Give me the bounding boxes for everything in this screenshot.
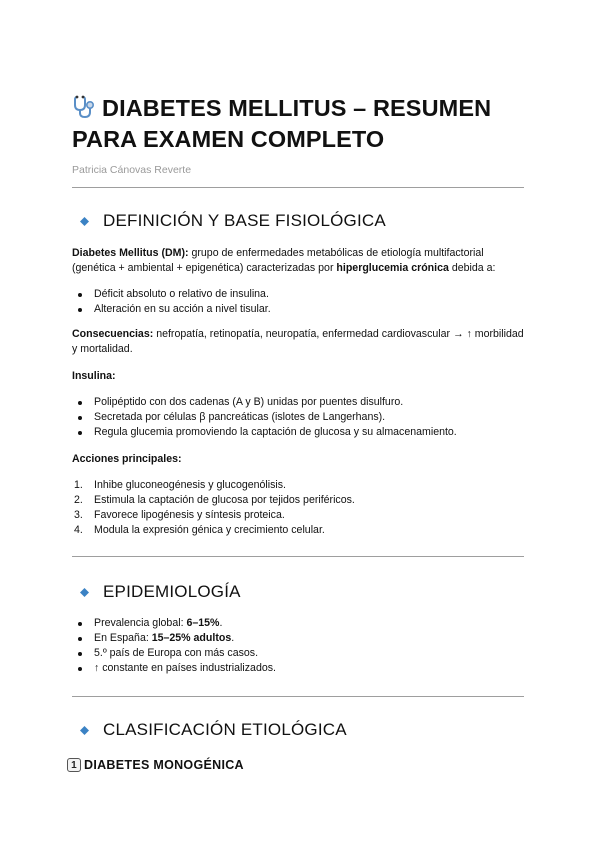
list-item: 2. Estimula la captación de glucosa por tejidos periféricos.	[74, 494, 355, 506]
list-item: Polipéptido con dos cadenas (A y B) unidas por puentes disulfuro.	[72, 395, 457, 410]
stethoscope-icon	[72, 95, 98, 119]
list-item: Secretada por células β pancreáticas (islotes de Langerhans).	[72, 410, 457, 425]
list-item: En España: 15–25% adultos.	[72, 631, 276, 646]
causes-list	[72, 287, 271, 317]
epidemiology-list	[72, 616, 276, 676]
insulin-list	[72, 395, 457, 440]
section-heading-definicion: DEFINICIÓN Y BASE FISIOLÓGICA	[72, 211, 386, 231]
document-title: DIABETES MELLITUS – RESUMEN PARA EXAMEN COMPLETO	[72, 95, 492, 152]
keycap-one-icon: 1	[67, 758, 81, 772]
divider	[72, 696, 524, 697]
list-item: Regula glucemia promoviendo la captación de glucosa y su almacenamiento.	[72, 425, 457, 440]
diamond-icon	[80, 217, 89, 226]
divider	[72, 187, 524, 188]
list-item: Prevalencia global: 6–15%.	[72, 616, 276, 631]
list-item: Déficit absoluto o relativo de insulina.	[72, 287, 271, 302]
insulin-label: Insulina:	[72, 370, 116, 382]
list-item: 4. Modula la expresión génica y crecimiento celular.	[74, 524, 325, 536]
list-item: 3. Favorece lipogénesis y síntesis proteica.	[74, 509, 285, 521]
actions-list	[72, 478, 355, 538]
diamond-icon	[80, 726, 89, 735]
list-item: 5.º país de Europa con más casos.	[72, 646, 276, 661]
list-item: Alteración en su acción a nivel tisular.	[72, 302, 271, 317]
actions-label: Acciones principales:	[72, 453, 182, 465]
author-name: Patricia Cánovas Reverte	[72, 164, 192, 176]
diamond-icon	[80, 588, 89, 597]
consequences-paragraph: Consecuencias: nefropatía, retinopatía, neuropatía, enfermedad cardiovascular → ↑ morbilidad y mortalidad.	[72, 328, 524, 355]
section-heading-epidemiologia: EPIDEMIOLOGÍA	[72, 582, 241, 602]
section-heading-clasificacion: CLASIFICACIÓN ETIOLÓGICA	[72, 720, 347, 740]
subheading-diabetes-monogenica: 1 DIABETES MONOGÉNICA	[67, 758, 244, 772]
list-item: 1. Inhibe gluconeogénesis y glucogenólisis.	[74, 479, 286, 491]
definition-paragraph: Diabetes Mellitus (DM): grupo de enfermedades metabólicas de etiología multifactorial (genética + ambiental + epigenética) caracterizadas por hiperglucemia crónica debida a:	[72, 247, 496, 274]
list-item: ↑ constante en países industrializados.	[72, 661, 276, 676]
divider	[72, 556, 524, 557]
